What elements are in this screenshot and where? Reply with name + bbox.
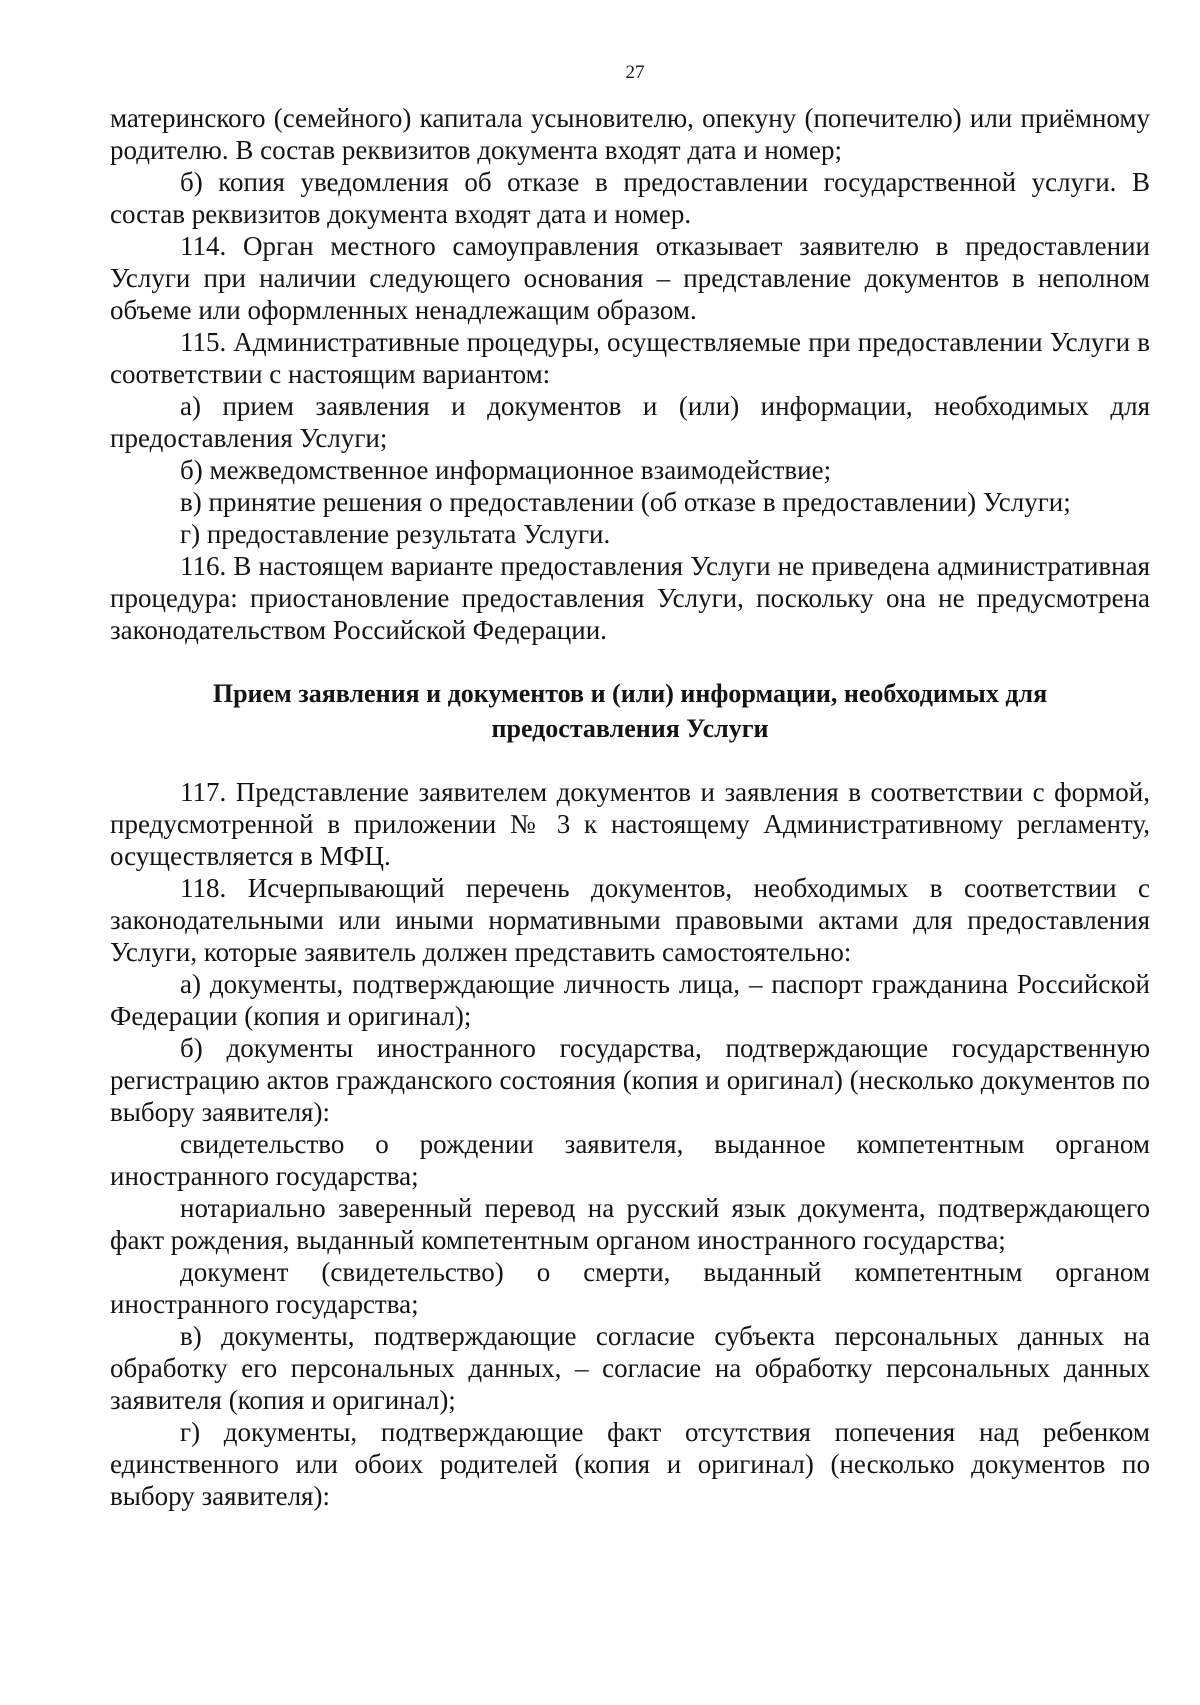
paragraph: г) предоставление результата Услуги. (180, 519, 611, 549)
paragraph: 114. Орган местного самоуправления отказывает заявителю в предоставлении Услуги при наличии следующего основания – представление документов в неполном объеме или оформленных ненадлежащим образом. (110, 231, 1150, 325)
paragraph: в) принятие решения о предоставлении (об отказе в предоставлении) Услуги; (180, 487, 1071, 517)
section-heading-line: предоставления Услуги (491, 714, 769, 743)
document-body (110, 102, 1150, 1512)
paragraph: 117. Представление заявителем документов и заявления в соответствии с формой, предусмотренной в приложении № 3 к настоящему Административному регламенту, осуществляется в МФЦ. (110, 777, 1150, 871)
paragraph: в) документы, подтверждающие согласие субъекта персональных данных на обработку его персональных данных, – согласие на обработку персональных данных заявителя (копия и оригинал); (110, 1321, 1150, 1415)
paragraph: свидетельство о рождении заявителя, выданное компетентным органом иностранного государства; (110, 1129, 1150, 1191)
paragraph: а) документы, подтверждающие личность лица, – паспорт гражданина Российской Федерации (копия и оригинал); (110, 969, 1150, 1031)
paragraph: б) документы иностранного государства, подтверждающие государственную регистрацию актов гражданского состояния (копия и оригинал) (несколько документов по выбору заявителя): (110, 1033, 1150, 1127)
paragraph: 118. Исчерпывающий перечень документов, необходимых в соответствии с законодательными или иными нормативными правовыми актами для предоставления Услуги, которые заявитель должен представить самостоятельно: (110, 873, 1150, 967)
section-heading (110, 676, 1150, 746)
paragraph: б) межведомственное информационное взаимодействие; (180, 455, 832, 485)
paragraph: материнского (семейного) капитала усыновителю, опекуну (попечителю) или приёмному родителю. В состав реквизитов документа входят дата и номер; (110, 103, 1150, 165)
paragraph: а) прием заявления и документов и (или) информации, необходимых для предоставления Услуги; (110, 391, 1150, 453)
paragraph: 116. В настоящем варианте предоставления Услуги не приведена административная процедура: приостановление предоставления Услуги, поскольку она не предусмотрена законодательством Российской Федерации. (110, 551, 1150, 645)
paragraph: 115. Административные процедуры, осуществляемые при предоставлении Услуги в соответствии с настоящим вариантом: (110, 327, 1150, 389)
page-number: 27 (625, 62, 645, 83)
paragraph: г) документы, подтверждающие факт отсутствия попечения над ребенком единственного или обоих родителей (копия и оригинал) (несколько документов по выбору заявителя): (110, 1417, 1150, 1511)
paragraph: нотариально заверенный перевод на русский язык документа, подтверждающего факт рождения, выданный компетентным органом иностранного государства; (110, 1193, 1150, 1255)
paragraph: б) копия уведомления об отказе в предоставлении государственной услуги. В состав реквизитов документа входят дата и номер. (110, 167, 1150, 229)
section-heading-line: Прием заявления и документов и (или) информации, необходимых для (212, 679, 1048, 708)
paragraph: документ (свидетельство) о смерти, выданный компетентным органом иностранного государства; (110, 1257, 1150, 1319)
